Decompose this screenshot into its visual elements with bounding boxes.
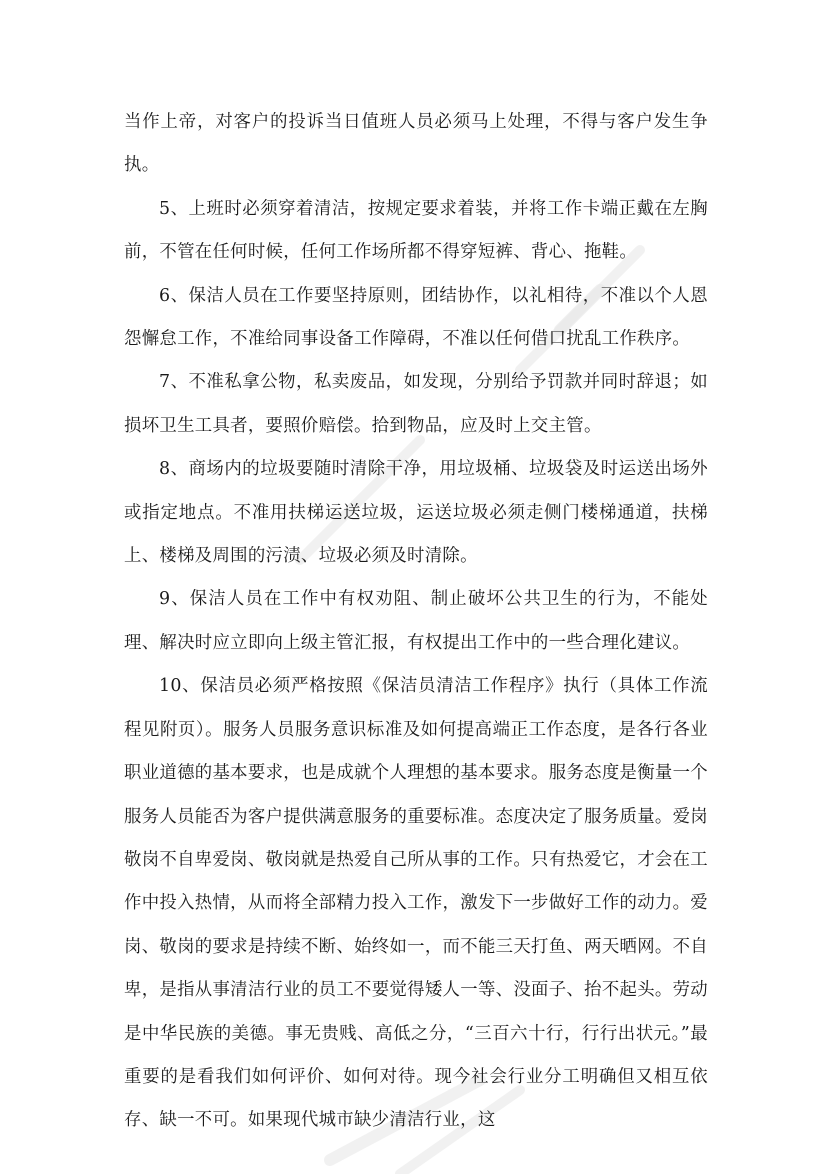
paragraph-rule-5: 5、上班时必须穿着清洁，按规定要求着装，并将工作卡端正戴在左胸前，不管在任何时候，任何工作场所都不得穿短裤、背心、拖鞋。 [124, 198, 708, 263]
paragraph-rule-8: 8、商场内的垃圾要随时清除干净，用垃圾桶、垃圾袋及时运送出场外或指定地点。不准用扶梯运送垃圾，运送垃圾必须走侧门楼梯通道，扶梯上、楼梯及周围的污渍、垃圾必须及时清除。 [124, 459, 708, 567]
paragraph-rule-10: 10、保洁员必须严格按照《保洁员清洁工作程序》执行（具体工作流程见附页）。服务人员服务意识标准及如何提高端正工作态度，是各行各业职业道德的基本要求，也是成就个人理想的基本要求。服务态度是衡量一个服务人员能否为客户提供满意服务的重要标准。态度决定了服务质量。爱岗敬岗不自卑爱岗、敬岗就是热爱自己所从事的工作。只有热爱它，才会在工作中投入热情，从而将全部精力投入工作，激发下一步做好工作的动力。爱岗、敬岗的要求是持续不断、始终如一，而不能三天打鱼、两天晒网。不自卑，是指从事清洁行业的员工不要觉得矮人一等、没面子、抬不起头。劳动是中华民族的美德。事无贵贱、高低之分，“三百六十行，行行出状元。”最重要的是看我们如何评价、如何对待。现今社会行业分工明确但又相互依存、缺一不可。如果现代城市缺少清洁行业，这 [124, 676, 708, 1131]
document-body [124, 101, 708, 1143]
paragraph-rule-7: 7、不准私拿公物，私卖废品，如发现，分别给予罚款并同时辞退；如损坏卫生工具者，要照价赔偿。拾到物品，应及时上交主管。 [124, 372, 708, 436]
paragraph-continuation: 当作上帝，对客户的投诉当日值班人员必须马上处理，不得与客户发生争执。 [124, 112, 708, 176]
paragraph-rule-9: 9、保洁人员在工作中有权劝阻、制止破坏公共卫生的行为，不能处理、解决时应立即向上级主管汇报，有权提出工作中的一些合理化建议。 [124, 589, 708, 653]
paragraph-rule-6: 6、保洁人员在工作要坚持原则，团结协作，以礼相待，不准以个人恩怨懈怠工作，不准给同事设备工作障碍，不准以任何借口扰乱工作秩序。 [124, 285, 708, 350]
